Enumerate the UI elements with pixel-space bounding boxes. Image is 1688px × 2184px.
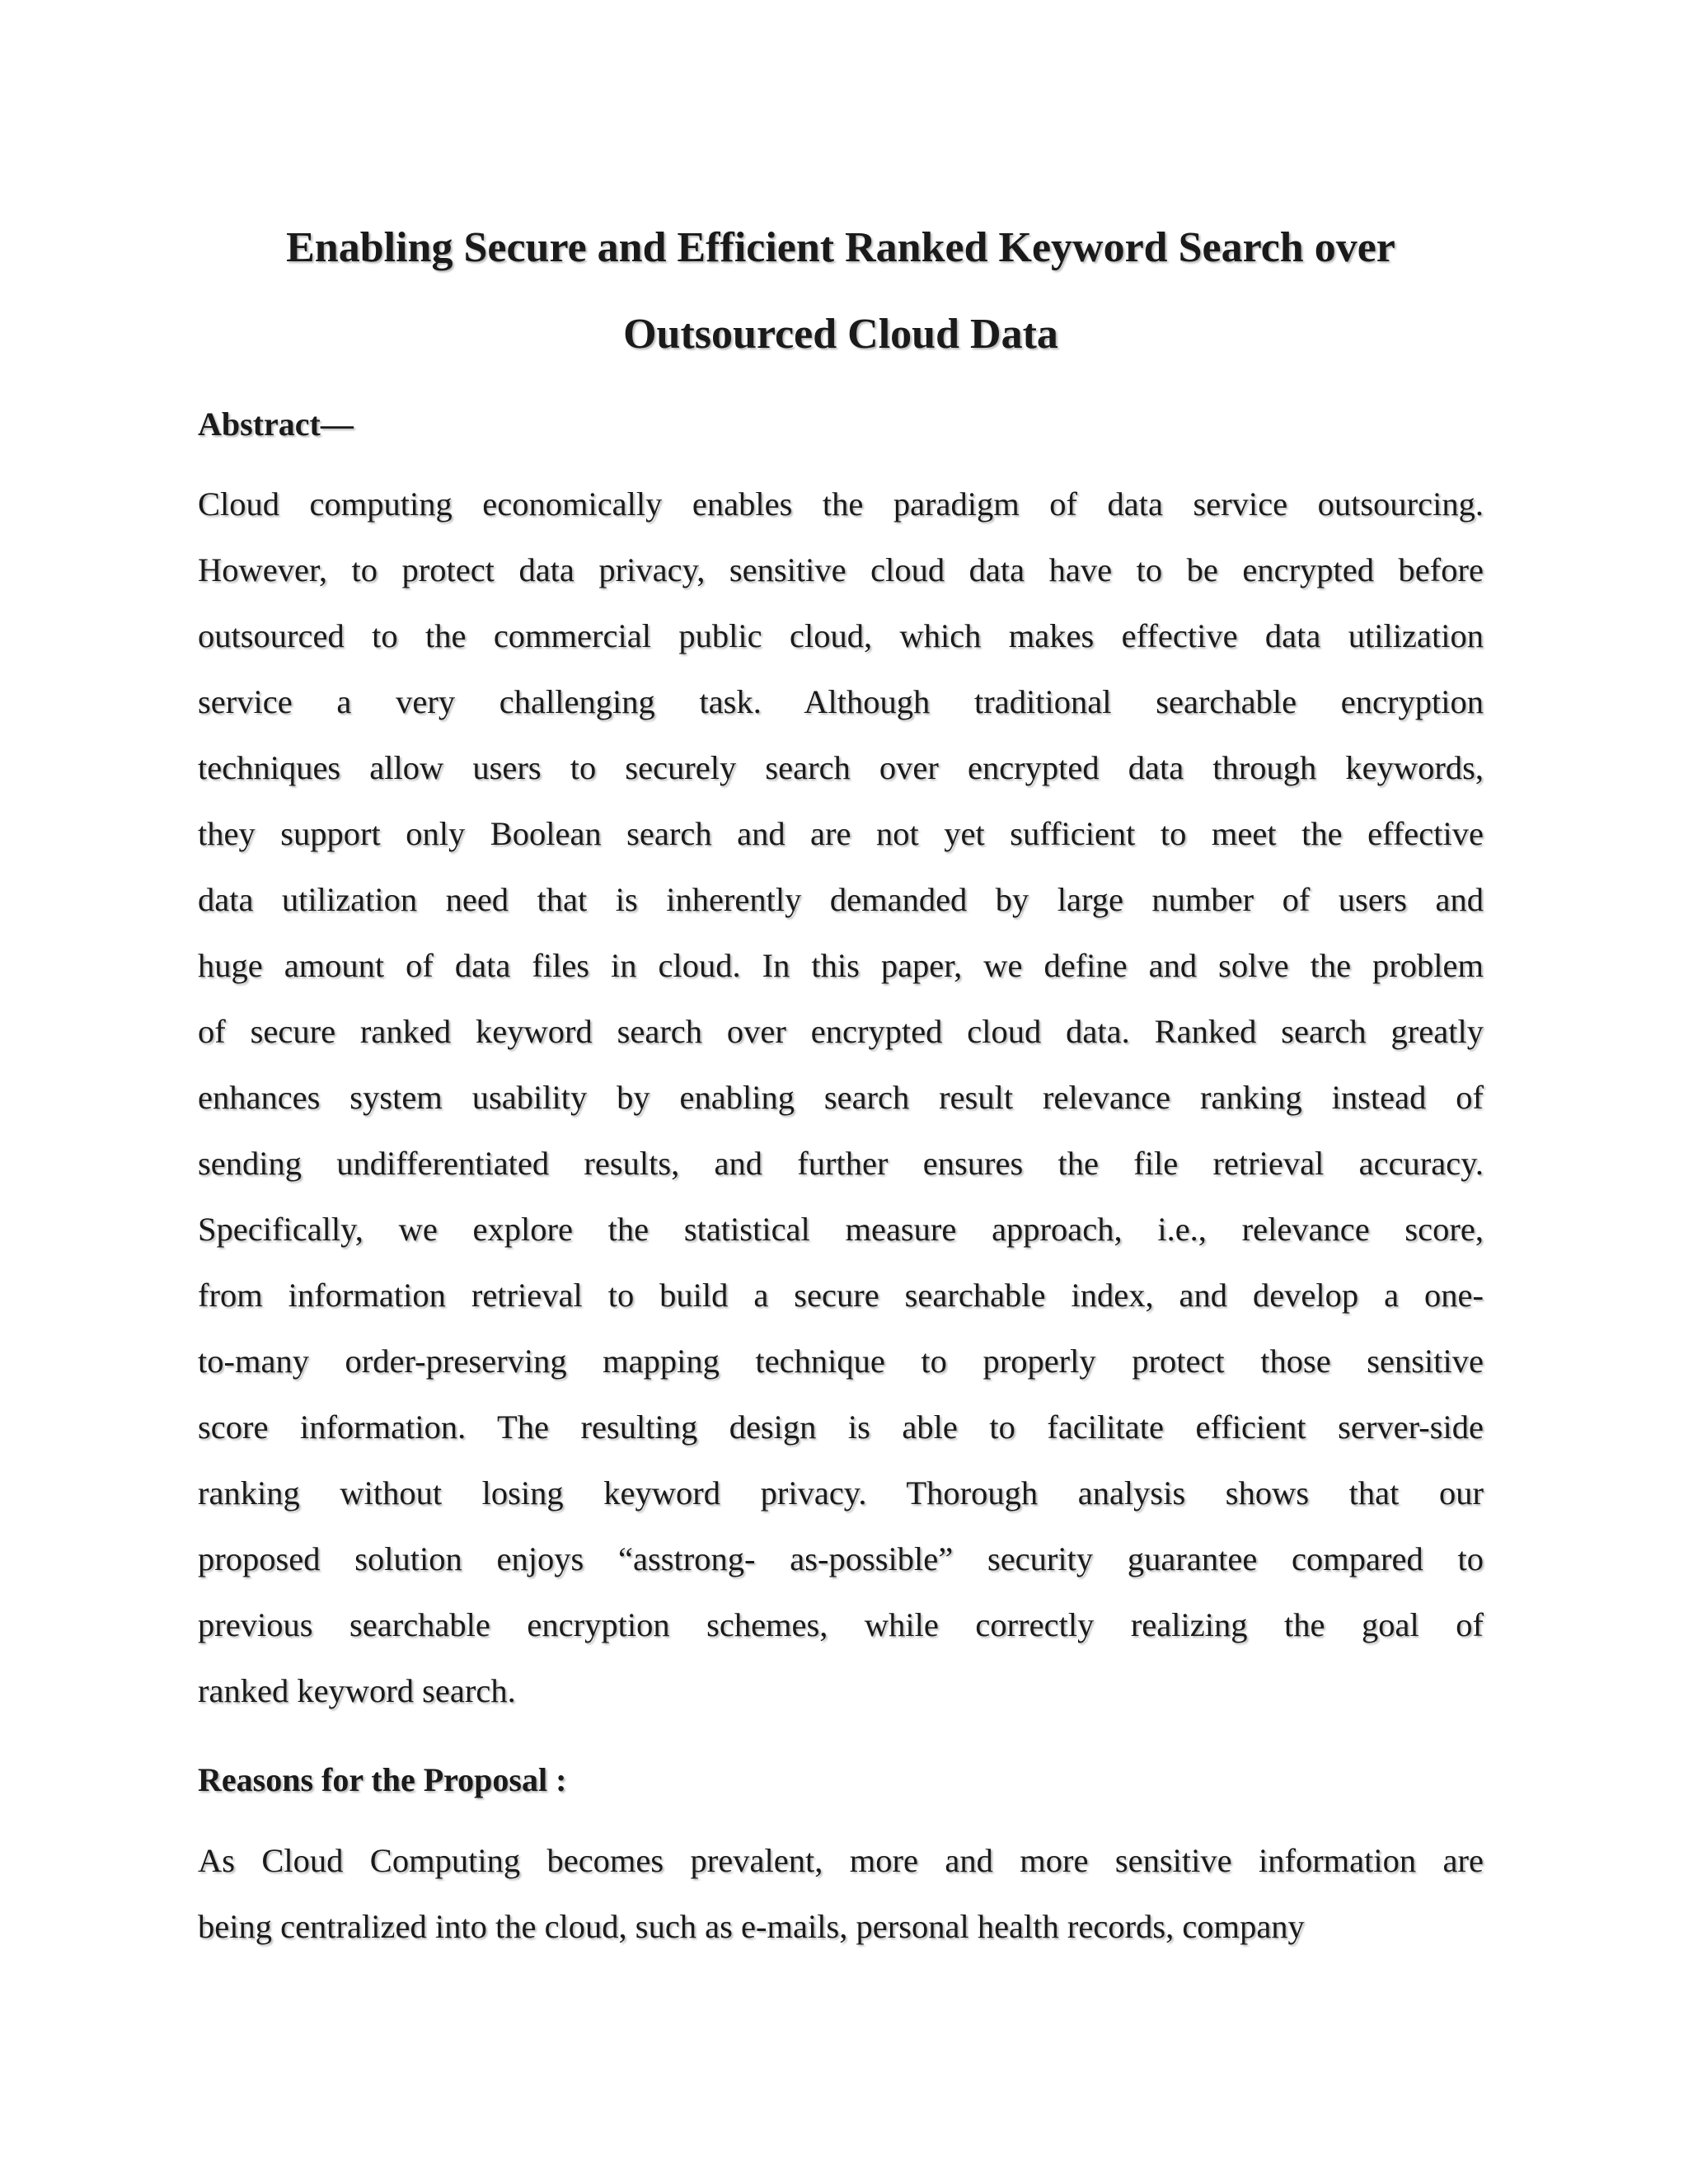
abstract-line: score information. The resulting design is able to facilitate efficient server-side: [198, 1408, 1484, 1446]
reasons-line: As Cloud Computing becomes prevalent, more and more sensitive information are: [198, 1842, 1484, 1879]
abstract-paragraph: [198, 471, 1484, 1724]
abstract-line: they support only Boolean search and are not yet sufficient to meet the effective: [198, 815, 1484, 852]
abstract-line: to-many order-preserving mapping technique to properly protect those sensitive: [198, 1343, 1484, 1380]
abstract-line: huge amount of data files in cloud. In this paper, we define and solve the problem: [198, 947, 1484, 984]
abstract-heading: Abstract—: [198, 405, 354, 443]
reasons-line: being centralized into the cloud, such as e-mails, personal health records, company: [198, 1908, 1305, 1945]
title-line-2: Outsourced Cloud Data: [623, 311, 1058, 358]
abstract-line: ranking without losing keyword privacy. Thorough analysis shows that our: [198, 1474, 1484, 1511]
document-title: [198, 204, 1484, 377]
abstract-line: sending undifferentiated results, and further ensures the file retrieval accuracy.: [198, 1145, 1484, 1182]
abstract-line: Cloud computing economically enables the paradigm of data service outsourcing.: [198, 485, 1484, 523]
reasons-paragraph: [198, 1828, 1484, 1960]
abstract-line: Specifically, we explore the statistical measure approach, i.e., relevance score,: [198, 1211, 1484, 1248]
abstract-line: However, to protect data privacy, sensitive cloud data have to be encrypted before: [198, 551, 1484, 588]
reasons-heading: Reasons for the Proposal :: [198, 1761, 567, 1798]
abstract-line: data utilization need that is inherently demanded by large number of users and: [198, 881, 1484, 918]
abstract-line: service a very challenging task. Although traditional searchable encryption: [198, 683, 1484, 720]
abstract-line: from information retrieval to build a secure searchable index, and develop a one-: [198, 1277, 1484, 1314]
title-line-1: Enabling Secure and Efficient Ranked Keyword Search over: [286, 224, 1395, 271]
abstract-line: proposed solution enjoys “asstrong- as-possible” security guarantee compared to: [198, 1540, 1484, 1577]
abstract-line: enhances system usability by enabling search result relevance ranking instead of: [198, 1079, 1484, 1116]
abstract-line: of secure ranked keyword search over encrypted cloud data. Ranked search greatly: [198, 1013, 1484, 1050]
abstract-line: ranked keyword search.: [198, 1672, 516, 1709]
abstract-line: outsourced to the commercial public cloud, which makes effective data utilization: [198, 617, 1484, 654]
abstract-line: previous searchable encryption schemes, while correctly realizing the goal of: [198, 1606, 1484, 1643]
abstract-line: techniques allow users to securely search over encrypted data through keywords,: [198, 749, 1484, 786]
